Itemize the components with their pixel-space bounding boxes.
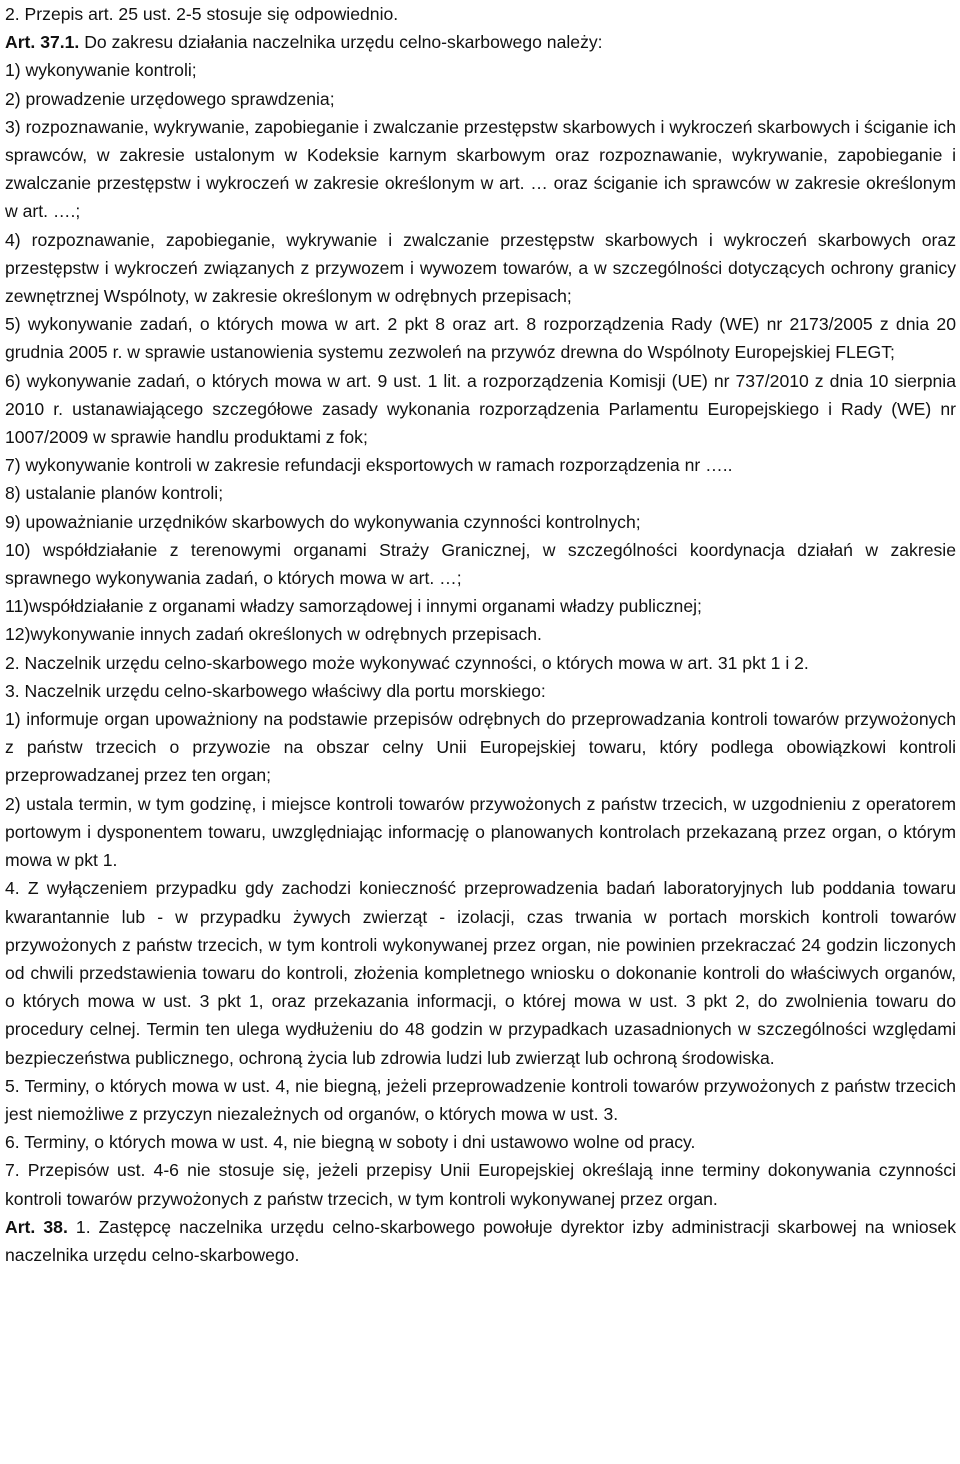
article-number: Art. 38. <box>5 1216 68 1237</box>
paragraph-art38: Art. 38. 1. Zastępcę naczelnika urzędu celno-skarbowego powołuje dyrektor izby administracji skarbowej na wniosek naczelnika urzędu celno-skarbowego. <box>5 1216 956 1265</box>
list-item-ust3-1: 1) informuje organ upoważniony na podstawie przepisów odrębnych do przeprowadzania kontroli towarów przywożonych z państw trzecich o przywozie na obszar celny Unii Europejskiej towaru, który podlega obowiązkowi kontroli przeprowadzanej przez ten organ; <box>5 709 956 786</box>
list-item-9: 9) upoważnianie urzędników skarbowych do wykonywania czynności kontrolnych; <box>5 511 641 532</box>
list-item-5: 5) wykonywanie zadań, o których mowa w art. 2 pkt 8 oraz art. 8 rozporządzenia Rady (WE) nr 2173/2005 z dnia 20 grudnia 2005 r. w sprawie ustanowienia systemu zezwoleń na przywóz drewna do Wspólnoty Europejskiej FLEGT; <box>5 314 956 363</box>
paragraph-art37-ust6: 6. Terminy, o których mowa w ust. 4, nie biegną w soboty i dni ustawowo wolne od pracy. <box>5 1132 696 1153</box>
list-item-7: 7) wykonywanie kontroli w zakresie refundacji eksportowych w ramach rozporządzenia nr ….. <box>5 455 733 476</box>
article-number: Art. 37.1. <box>5 32 80 53</box>
list-item-4: 4) rozpoznawanie, zapobieganie, wykrywanie i zwalczanie przestępstw skarbowych i wykroczeń skarbowych oraz przestępstw i wykroczeń związanych z przywozem i wywozem towarów, a w szczególności dotyczących ochrony granicy zewnętrznej Wspólnoty, w zakresie określonym w odrębnych przepisach; <box>5 229 956 307</box>
paragraph-art37-ust4: 4. Z wyłączeniem przypadku gdy zachodzi konieczność przeprowadzenia badań laboratoryjnych lub poddania towaru kwarantannie lub - w przypadku żywych zwierząt - izolacji, czas trwania w portach morskich kontroli towarów przywożonych z państw trzecich, w tym kontroli wykonywanej przez organ, nie powinien przekraczać 24 godzin liczonych od chwili przedstawienia towaru do kontroli, złożenia kompletnego wniosku o dokonanie kontroli do właściwych organów, o których mowa w ust. 3 pkt 1, oraz przekazania informacji, o której mowa w ust. 3 pkt 2, do zwolnienia towaru do procedury celnej. Termin ten ulega wydłużeniu do 48 godzin w przypadkach uzasadnionych w szczególności względami bezpieczeństwa publicznego, ochroną życia lub zdrowia ludzi lub zwierząt lub ochroną środowiska. <box>5 878 956 1068</box>
list-item-12: 12)wykonywanie innych zadań określonych w odrębnych przepisach. <box>5 624 542 645</box>
paragraph-art37-ust7: 7. Przepisów ust. 4-6 nie stosuje się, jeżeli przepisy Unii Europejskiej określają inne terminy dokonywania czynności kontroli towarów przywożonych z państw trzecich, w tym kontroli wykonywanej przez organ. <box>5 1160 956 1209</box>
list-item-ust3-2: 2) ustala termin, w tym godzinę, i miejsce kontroli towarów przywożonych z państw trzecich, w uzgodnieniu z operatorem portowym i dysponentem towaru, uwzględniając informację o planowanych kontrolach przekazaną przez organ, o którym mowa w pkt 1. <box>5 793 956 871</box>
paragraph-art37-ust3: 3. Naczelnik urzędu celno-skarbowego właściwy dla portu morskiego: <box>5 680 546 701</box>
paragraph-art37-1-intro: Art. 37.1. Do zakresu działania naczelnika urzędu celno-skarbowego należy: <box>5 32 603 53</box>
list-item-10: 10) współdziałanie z terenowymi organami Straży Granicznej, w szczególności koordynacja działań w zakresie sprawnego wykonywania zadań, o których mowa w art. …; <box>5 539 956 589</box>
list-item-11: 11)współdziałanie z organami władzy samorządowej i innymi organami władzy publicznej; <box>5 596 702 617</box>
list-item-3: 3) rozpoznawanie, wykrywanie, zapobieganie i zwalczanie przestępstw skarbowych i wykroczeń skarbowych i ściganie ich sprawców, w zakresie ustalonym w Kodeksie karnym skarbowym oraz rozpoznawanie, wykrywanie, zapobieganie i zwalczanie przestępstw i wykroczeń w zakresie określonym w art. … oraz ściganie ich sprawców w zakresie określonym w art. ….; <box>5 116 956 222</box>
list-item-1: 1) wykonywanie kontroli; <box>5 60 197 81</box>
list-item-8: 8) ustalanie planów kontroli; <box>5 483 224 504</box>
list-item-2: 2) prowadzenie urzędowego sprawdzenia; <box>5 88 335 109</box>
list-item-6: 6) wykonywanie zadań, o których mowa w art. 9 ust. 1 lit. a rozporządzenia Komisji (UE) nr 737/2010 z dnia 10 sierpnia 2010 r. ustanawiającego szczegółowe zasady wykonania rozporządzenia Parlamentu Europejskiego i Rady (WE) nr 1007/2009 w sprawie handlu produktami z fok; <box>5 370 956 448</box>
paragraph-art37-ust5: 5. Terminy, o których mowa w ust. 4, nie biegną, jeżeli przeprowadzenie kontroli towarów przywożonych z państw trzecich jest niemożliwe z przyczyn niezależnych od organów, o których mowa w ust. 3. <box>5 1075 956 1124</box>
document-page <box>5 0 956 1269</box>
paragraph-art37-ust2: 2. Naczelnik urzędu celno-skarbowego może wykonywać czynności, o których mowa w art. 31 pkt 1 i 2. <box>5 652 809 673</box>
paragraph-art37-2: 2. Przepis art. 25 ust. 2-5 stosuje się odpowiednio. <box>5 4 399 24</box>
